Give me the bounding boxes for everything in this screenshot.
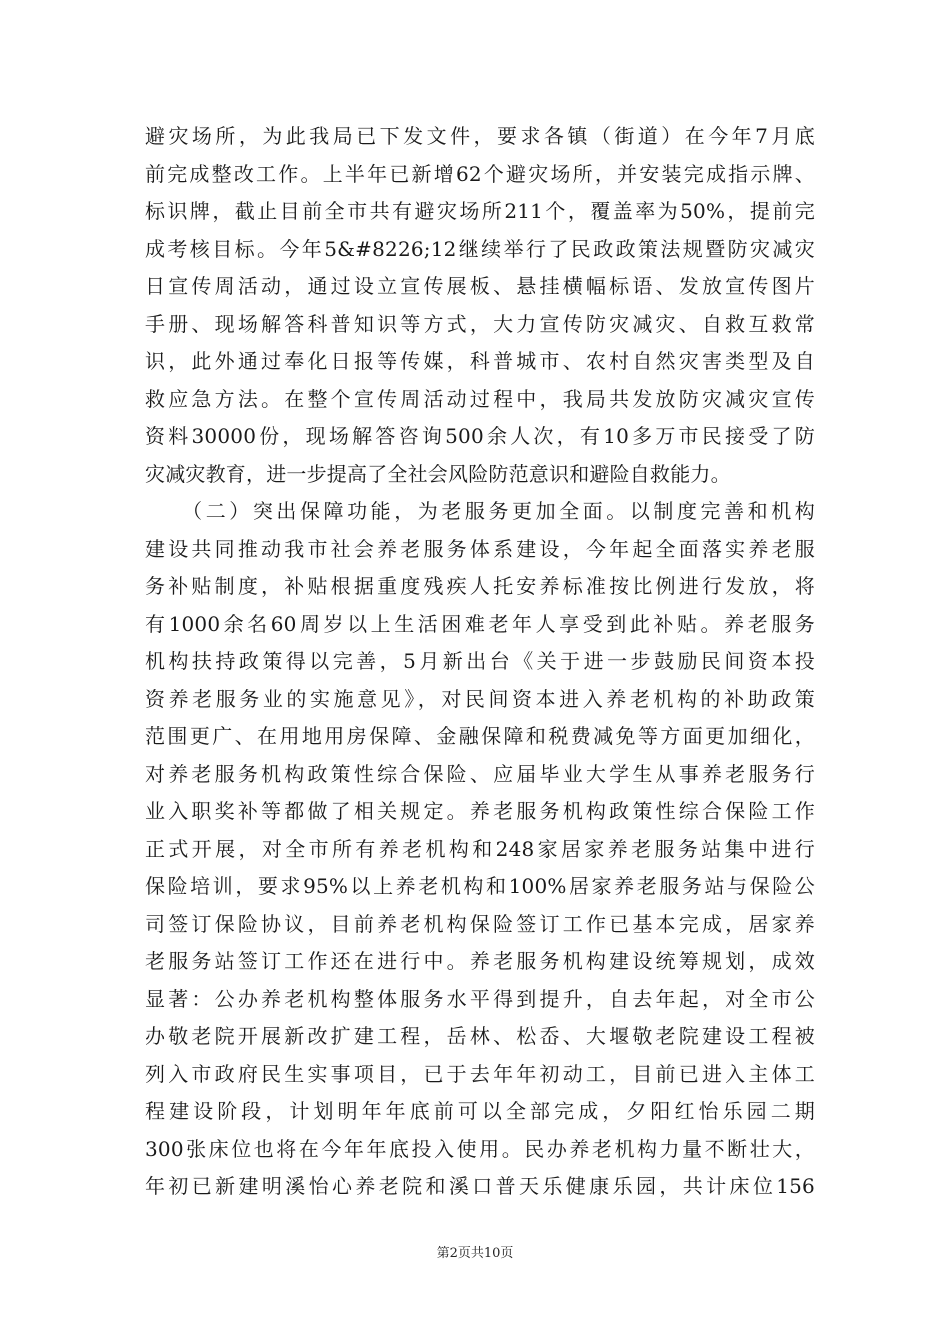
text-line: 业入职奖补等都做了相关规定。养老服务机构政策性综合保险工作 xyxy=(145,799,815,823)
text-line: 机构扶持政策得以完善，5月新出台《关于进一步鼓励民间资本投 xyxy=(145,649,815,673)
text-line: 300张床位也将在今年年底投入使用。民办养老机构力量不断壮大， xyxy=(145,1136,815,1161)
text-line: 资养老服务业的实施意见》，对民间资本进入养老机构的补助政策 xyxy=(145,686,815,711)
page-footer: 第2页共10页 xyxy=(436,1246,514,1261)
text-line: 司签订保险协议，目前养老机构保险签订工作已基本完成，居家养 xyxy=(145,911,815,936)
body-text xyxy=(145,118,815,1206)
text-line: 成考核目标。今年5&#8226;12继续举行了民政政策法规暨防灾减灾 xyxy=(145,236,815,261)
text-line: 建设共同推动我市社会养老服务体系建设，今年起全面落实养老服 xyxy=(145,536,815,561)
text-line: 显著：公办养老机构整体服务水平得到提升，自去年起，对全市公 xyxy=(145,986,815,1011)
text-line: 前完成整改工作。上半年已新增62个避灾场所，并安装完成指示牌、 xyxy=(145,161,815,186)
text-line: 老服务站签订工作还在进行中。养老服务机构建设统筹规划，成效 xyxy=(145,949,815,973)
text-line: 救应急方法。在整个宣传周活动过程中，我局共发放防灾减灾宣传 xyxy=(145,386,815,411)
text-line: 年初已新建明溪怡心养老院和溪口普天乐健康乐园，共计床位156 xyxy=(145,1174,815,1198)
text-line: 有1000余名60周岁以上生活困难老年人享受到此补贴。养老服务 xyxy=(145,611,815,636)
text-line: 务补贴制度，补贴根据重度残疾人托安养标准按比例进行发放，将 xyxy=(145,574,815,598)
text-line: 标识牌，截止目前全市共有避灾场所211个，覆盖率为50%，提前完 xyxy=(145,199,815,223)
text-line: 列入市政府民生实事项目，已于去年年初动工，目前已进入主体工 xyxy=(145,1061,815,1086)
text-line: 程建设阶段，计划明年年底前可以全部完成，夕阳红怡乐园二期 xyxy=(145,1099,815,1123)
text-line: 范围更广、在用地用房保障、金融保障和税费减免等方面更加细化， xyxy=(145,724,815,748)
text-line: 对养老服务机构政策性综合保险、应届毕业大学生从事养老服务行 xyxy=(145,761,815,786)
text-line: 资料30000份，现场解答咨询500余人次，有10多万市民接受了防 xyxy=(145,424,815,448)
text-line: 灾减灾教育，进一步提高了全社会风险防范意识和避险自救能力。 xyxy=(145,461,731,486)
text-line: 保险培训，要求95%以上养老机构和100%居家养老服务站与保险公 xyxy=(145,874,815,898)
text-line: 识，此外通过奉化日报等传媒，科普城市、农村自然灾害类型及自 xyxy=(145,349,815,373)
text-line: 避灾场所，为此我局已下发文件，要求各镇（街道）在今年7月底 xyxy=(145,124,815,148)
text-line: 手册、现场解答科普知识等方式，大力宣传防灾减灾、自救互救常 xyxy=(145,311,815,336)
text-line: 办敬老院开展新改扩建工程，岳林、松岙、大堰敬老院建设工程被 xyxy=(145,1024,815,1048)
text-line: （二）突出保障功能，为老服务更加全面。以制度完善和机构 xyxy=(145,499,815,523)
text-line: 日宣传周活动，通过设立宣传展板、悬挂横幅标语、发放宣传图片 xyxy=(145,274,815,298)
text-line: 正式开展，对全市所有养老机构和248家居家养老服务站集中进行 xyxy=(145,836,815,861)
